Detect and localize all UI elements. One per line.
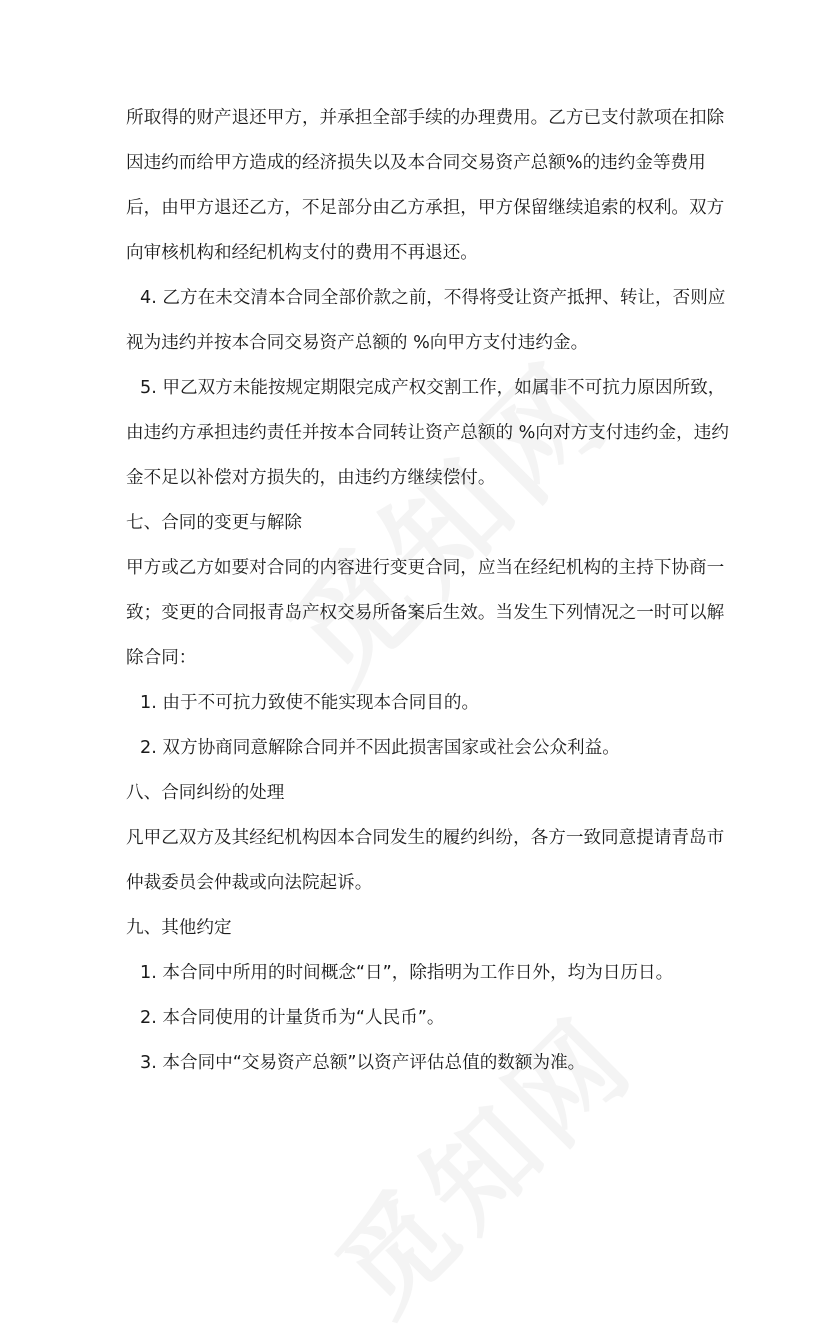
list-item-2: 2. 双方协商同意解除合同并不因此损害国家或社会公众利益。 bbox=[140, 738, 620, 758]
list-item-5: 5. 甲乙双方未能按规定期限完成产权交割工作，如属非不可抗力原因所致， bbox=[140, 378, 726, 398]
paragraph-line: 视为违约并按本合同交易资产总额的 %向甲方支付违约金。 bbox=[126, 333, 589, 353]
section-heading-9: 九、其他约定 bbox=[126, 918, 232, 938]
list-item-1: 1. 本合同中所用的时间概念“日”，除指明为工作日外，均为日历日。 bbox=[140, 963, 674, 983]
list-item-2: 2. 本合同使用的计量货币为“人民币”。 bbox=[140, 1008, 445, 1028]
paragraph-line: 向审核机构和经纪机构支付的费用不再退还。 bbox=[126, 243, 478, 263]
paragraph-line: 除合同： bbox=[126, 648, 197, 668]
section-heading-8: 八、合同纠纷的处理 bbox=[126, 783, 285, 803]
list-item-3: 3. 本合同中“交易资产总额”以资产评估总值的数额为准。 bbox=[140, 1053, 586, 1073]
paragraph-line: 由违约方承担违约责任并按本合同转让资产总额的 %向对方支付违约金，违约 bbox=[126, 423, 729, 443]
watermark-lower bbox=[297, 976, 663, 1342]
paragraph-line: 致；变更的合同报青岛产权交易所备案后生效。当发生下列情况之一时可以解 bbox=[126, 603, 725, 623]
list-item-4: 4. 乙方在未交清本合同全部价款之前，不得将受让资产抵押、转让，否则应 bbox=[140, 288, 726, 308]
paragraph-line: 所取得的财产退还甲方，并承担全部手续的办理费用。乙方已支付款项在扣除 bbox=[126, 108, 725, 128]
paragraph-line: 仲裁委员会仲裁或向法院起诉。 bbox=[126, 873, 373, 893]
paragraph-line: 甲方或乙方如要对合同的内容进行变更合同，应当在经纪机构的主持下协商一 bbox=[126, 558, 725, 578]
paragraph-line: 金不足以补偿对方损失的，由违约方继续偿付。 bbox=[126, 468, 496, 488]
section-heading-7: 七、合同的变更与解除 bbox=[126, 513, 302, 533]
paragraph-line: 后，由甲方退还乙方，不足部分由乙方承担，甲方保留继续追索的权利。双方 bbox=[126, 198, 725, 218]
paragraph-line: 凡甲乙双方及其经纪机构因本合同发生的履约纠纷，各方一致同意提请青岛市 bbox=[126, 828, 725, 848]
paragraph-line: 因违约而给甲方造成的经济损失以及本合同交易资产总额%的违约金等费用 bbox=[126, 153, 706, 173]
list-item-1: 1. 由于不可抗力致使不能实现本合同目的。 bbox=[140, 693, 480, 713]
